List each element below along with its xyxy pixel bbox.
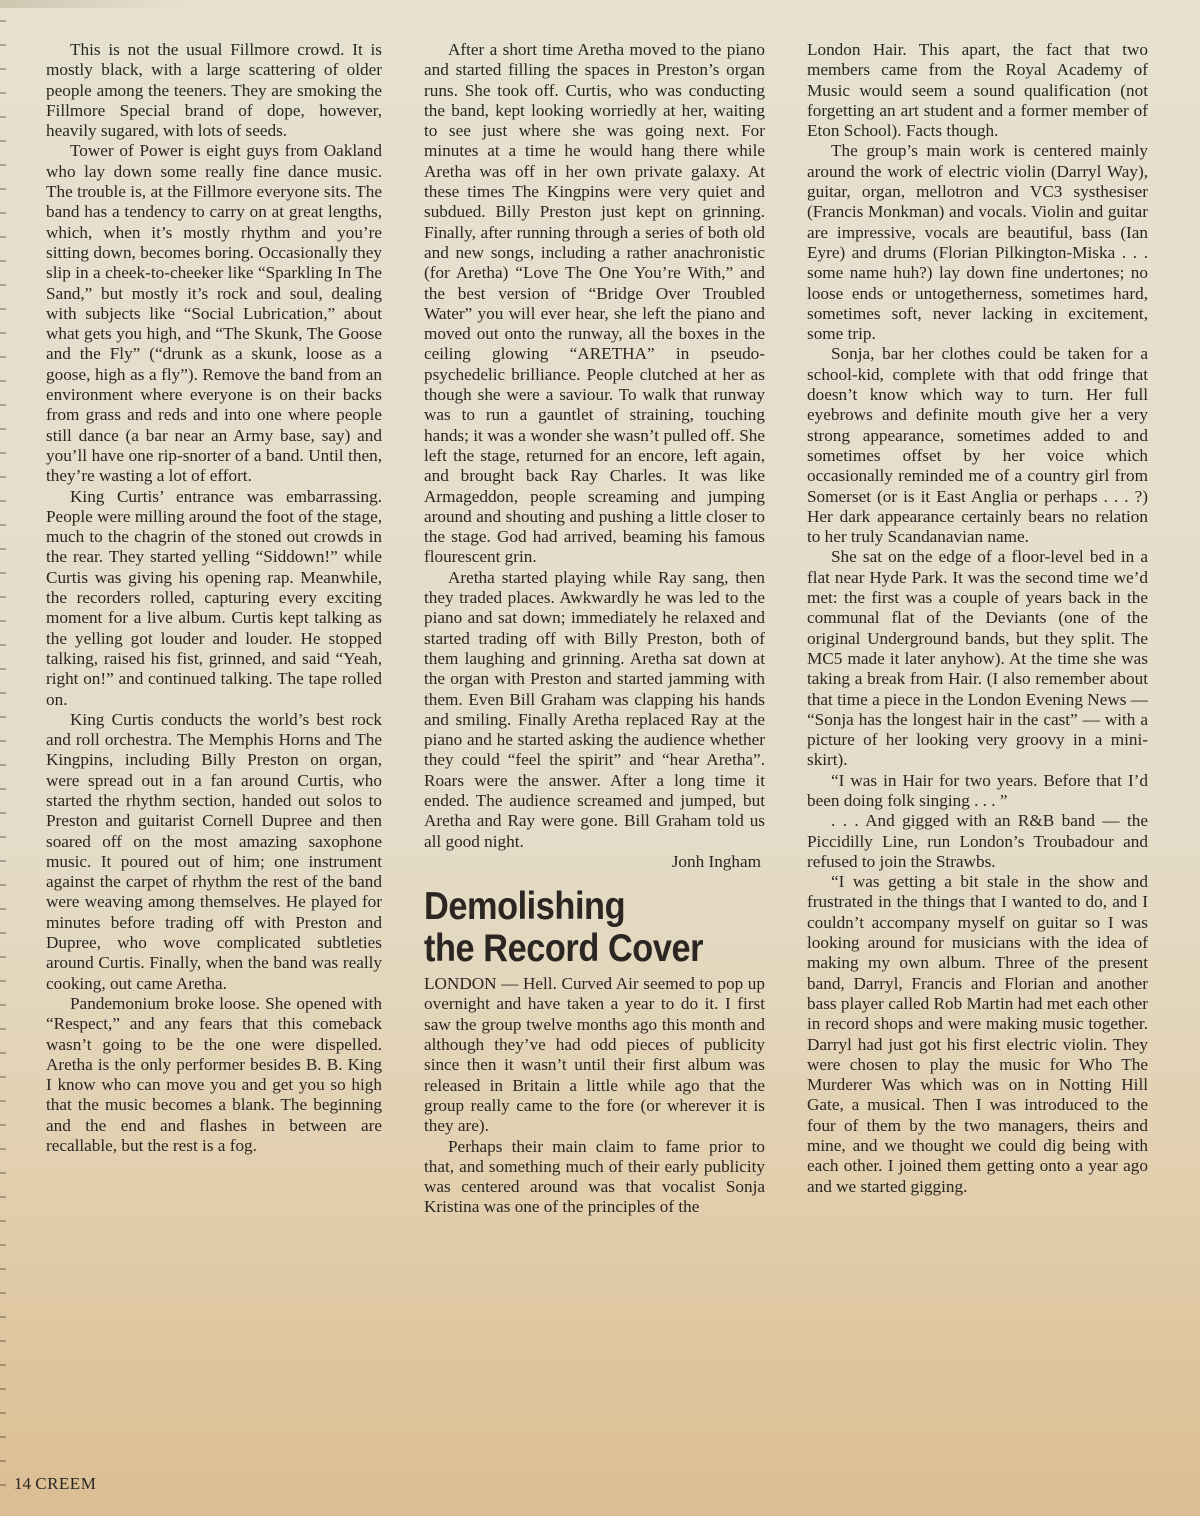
- paragraph: “I was in Hair for two years. Before that I’d been doing folk singing . . . ”: [807, 770, 1148, 810]
- binding-edge: [0, 20, 6, 1490]
- middle-column: [424, 40, 765, 1218]
- paragraph: Pandemonium broke loose. She opened with “Respect,” and any fears that this comeback wasn’t going to be the one were dispelled. Aretha is the only performer besides B. B. King I know who can move you and get you so high that the music becomes a blank. The beginning and the end and flashes in between are recallable, but the rest is a fog.: [46, 993, 382, 1156]
- headline-line: Demolishing: [424, 885, 626, 929]
- left-column: [46, 40, 382, 1156]
- paragraph: She sat on the edge of a floor-level bed in a flat near Hyde Park. It was the second time we’d met: the first was a couple of years back in the communal flat of the Deviants (one of the original Underground bands, but they split. The MC5 made it later anyhow). At the time she was taking a break from Hair. (I also remember about that time a piece in the London Evening News — “Sonja has the longest hair in the cast” — with a picture of her looking very groovy in a mini-skirt).: [807, 547, 1148, 770]
- paragraph: King Curtis’ entrance was embarrassing. People were milling around the foot of the stage, much to the chagrin of the stoned out crowds in the rear. They started yelling “Siddown!” while Curtis was giving his opening rap. Meanwhile, the recorders rolled, capturing every exciting moment for a live album. Curtis kept talking as the yelling got louder and louder. He stopped talking, raised his fist, grinned, and said “Yeah, right on!” and continued talking. The tape rolled on.: [46, 486, 382, 709]
- byline: Jonh Ingham: [671, 851, 761, 871]
- paragraph: This is not the usual Fillmore crowd. It is mostly black, with a large scattering of older people among the teeners. They are smoking the Fillmore Special brand of dope, however, heavily sugared, with lots of seeds.: [46, 40, 382, 141]
- headline-line: the Record Cover: [424, 927, 704, 971]
- page-folio: [14, 1474, 96, 1494]
- magazine-name: CREEM: [35, 1474, 97, 1493]
- paragraph: After a short time Aretha moved to the piano and started filling the spaces in Preston’s organ runs. She took off. Curtis, who was conducting the band, kept looking worriedly at her, waiting to see just where she was going next. For minutes at a time he would hang there while Aretha was off in her own private galaxy. At these times The Kingpins were very quiet and subdued. Billy Preston just kept on grinning. Finally, after running through a series of both old and new songs, including a rather anachronistic (for Aretha) “Love The One You’re With,” and the best version of “Bridge Over Troubled Water” you will ever hear, she left the piano and moved out onto the runway, all the boxes in the ceiling glowing “ARETHA” in pseudo-psychedelic brilliance. People clutched at her as though she were a saviour. To walk that runway was to run a gauntlet of straining, touching hands; it was a wonder she wasn’t pulled off. She left the stage, returned for an encore, left again, and brought back Ray Charles. It was like Armageddon, people screaming and jumping around and shouting and pushing a little closer to the stage. God had arrived, beaming his famous flourescent grin.: [424, 40, 765, 567]
- headline: [424, 886, 724, 970]
- page-edge-shading: [0, 0, 180, 8]
- paragraph: LONDON — Hell. Curved Air seemed to pop up overnight and have taken a year to do it. I first saw the group twelve months ago this month and although they’ve had odd pieces of publicity since then it wasn’t until their first album was released in Britain a little while ago that the group really came to the fore (or wherever it is they are).: [424, 974, 765, 1136]
- paragraph: London Hair. This apart, the fact that two members came from the Royal Academy of Music would seem a sound qualification (not forgetting an art student and a former member of Eton School). Facts though.: [807, 40, 1148, 141]
- paragraph: Perhaps their main claim to fame prior to that, and something much of their early publicity was centered around was that vocalist Sonja Kristina was one of the principles of the: [424, 1136, 765, 1217]
- paragraph: Tower of Power is eight guys from Oakland who lay down some really fine dance music. The trouble is, at the Fillmore everyone sits. The band has a tendency to carry on at great lengths, which, when it’s mostly rhythm and you’re sitting down, becomes boring. Occasionally they slip in a cheek-to-cheeker like “Sparkling In The Sand,” but mostly it’s rock and soul, dealing with subjects like “Social Lubrication,” about what gets you high, and “The Skunk, The Goose and the Fly” (“drunk as a skunk, loose as a goose, high as a fly”). Remove the band from an environment where everyone is on their backs from grass and reds and into one where people still dance (a bar near an Army base, say) and you’ll have one rip-snorter of a band. Until then, they’re wasting a lot of effort.: [46, 141, 382, 486]
- paragraph: “I was getting a bit stale in the show and frustrated in the things that I wanted to do, and I couldn’t accompany myself on guitar so I was looking around for musicians with the idea of making my own album. Three of the present band, Darryl, Francis and Florian and another bass player called Rob Martin had met each other in record shops and were making music together. Darryl had just got his first electric violin. They were chosen to play the music for Who The Murderer Was which was on in Notting Hill Gate, a musical. Then I was introduced to the four of them by the two managers, theirs and mine, and we thought we could dig being with each other. I joined them getting onto a year ago and we started gigging.: [807, 872, 1148, 1196]
- right-column: [807, 40, 1148, 1197]
- page-number: 14: [14, 1474, 31, 1493]
- paragraph: Sonja, bar her clothes could be taken for a school-kid, complete with that odd fringe that doesn’t know which way to turn. Her full eyebrows and definite mouth give her a very strong appearance, sometimes added to and sometimes offset by her voice which occasionally reminded me of a country girl from Somerset (or is it East Anglia or perhaps . . . ?) Her dark appearance certainly bears no relation to her truly Scandanavian name.: [807, 344, 1148, 547]
- paragraph: The group’s main work is centered mainly around the work of electric violin (Darryl Way), guitar, organ, mellotron and VC3 systhesiser (Francis Monkman) and vocals. Violin and guitar are impressive, vocals are beautiful, bass (Ian Eyre) and drums (Florian Pilkington-Miska . . . some name huh?) lay down fine undertones; no loose ends or untogetherness, sometimes hard, sometimes soft, never lacking in excitement, some trip.: [807, 141, 1148, 344]
- paragraph: . . . And gigged with an R&B band — the Piccidilly Line, run London’s Troubadour and refused to join the Strawbs.: [807, 811, 1148, 871]
- paragraph: Aretha started playing while Ray sang, then they traded places. Awkwardly he was led to the piano and sat down; immediately he relaxed and started trading off with Billy Preston, both of them laughing and grinning. Aretha sat down at the organ with Preston and started jamming with them. Even Bill Graham was clapping his hands and smiling. Finally Aretha replaced Ray at the piano and he started asking the audience whether they could “feel the spirit” and “hear Aretha”. Roars were the answer. After a long time it ended. The audience screamed and jumped, but Aretha and Ray were gone. Bill Graham told us all good night.: [424, 567, 765, 851]
- paragraph: King Curtis conducts the world’s best rock and roll orchestra. The Memphis Horns and The Kingpins, including Billy Preston on organ, were spread out in a fan around Curtis, who started the rhythm section, handed out solos to Preston and guitarist Cornell Dupree and then soared off on the most amazing saxophone music. It poured out of him; one instrument against the carpet of rhythm the rest of the band were weaving among themselves. He played for minutes before trading off with Preston and Dupree, who wove complicated subtleties around Curtis. Finally, when the band was really cooking, out came Aretha.: [46, 709, 382, 993]
